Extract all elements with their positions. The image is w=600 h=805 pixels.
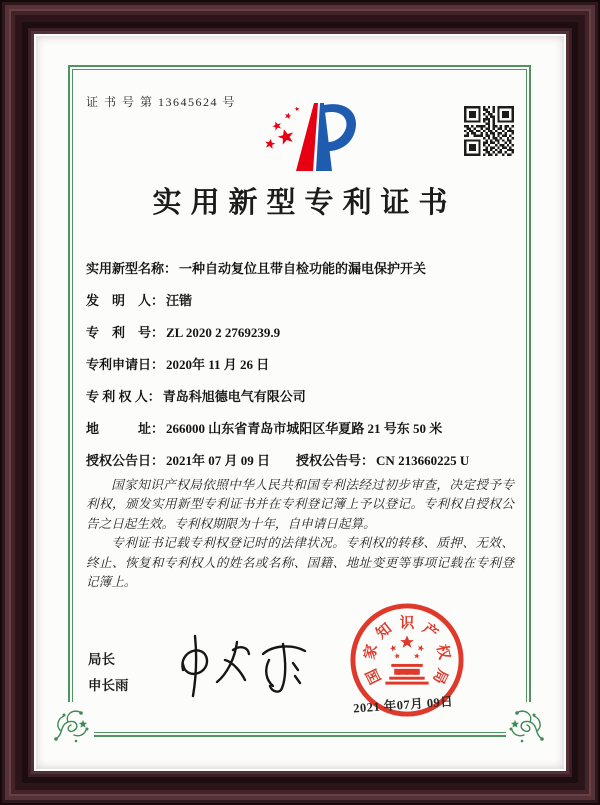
field-invention-name	[86, 258, 526, 277]
field-value: 2020年 11 月 26 日	[166, 357, 270, 372]
field-label: 发 明 人：	[86, 293, 165, 308]
field-label: 专 利 权 人：	[86, 389, 161, 404]
grant-date-stamp: 2021 年07月 09日	[352, 694, 454, 716]
field-label: 实用新型名称：	[86, 261, 178, 276]
field-value: 266000 山东省青岛市城阳区华夏路 21 号东 50 米	[166, 421, 443, 436]
field-filing-date	[86, 354, 526, 373]
floral-corner-ornament-left	[47, 704, 93, 750]
legal-text	[86, 476, 514, 592]
field-value: ZL 2020 2 2769239.9	[166, 325, 281, 340]
legal-paragraph-2: 专利证书记载专利权登记时的法律状况。专利权的转移、质押、无效、终止、恢复和专利权人的姓名或名称、国籍、地址变更等事项记载在专利登记簿上。	[86, 536, 514, 589]
legal-paragraph-1: 国家知识产权局依照中华人民共和国专利法经过初步审查，决定授予专利权，颁发实用新型专利证书并在专利登记簿上予以登记。专利权自授权公告之日起生效。专利权期限为十年，自申请日起算。	[86, 478, 514, 531]
field-label: 专利申请日：	[86, 357, 165, 372]
svg-text:局: 局	[429, 665, 451, 687]
field-address	[86, 418, 526, 437]
certificate-number: 证 书 号 第 13645624 号	[86, 95, 237, 109]
svg-text:权: 权	[433, 643, 452, 661]
field-label: 授权公告日：	[86, 453, 165, 468]
field-label: 专 利 号：	[86, 325, 165, 340]
signature-handwriting	[165, 630, 317, 710]
seal-national-emblem	[385, 635, 428, 684]
field-value: 一种自动复位且带自检功能的漏电保护开关	[179, 261, 427, 276]
field-label: 授权公告号：	[296, 453, 375, 468]
qr-code	[464, 106, 514, 156]
seal-text	[360, 614, 454, 687]
certificate-title: 实用新型专利证书	[152, 187, 457, 219]
field-value: CN 213660225 U	[376, 453, 470, 468]
field-inventor	[86, 290, 526, 309]
svg-text:知: 知	[373, 620, 395, 643]
field-patent-number	[86, 322, 526, 341]
cnipa-logo	[256, 97, 364, 177]
commissioner-title: 局长	[88, 652, 115, 667]
field-grant-info	[86, 450, 526, 469]
svg-text:家: 家	[362, 643, 381, 661]
commissioner-name: 申长雨	[88, 678, 129, 693]
field-label: 地 址：	[86, 421, 165, 436]
svg-text:产: 产	[419, 620, 441, 643]
floral-corner-ornament-right	[505, 704, 551, 750]
field-value: 青岛科旭德电气有限公司	[162, 389, 306, 404]
svg-text:识: 识	[399, 615, 415, 632]
svg-text:国: 国	[363, 665, 385, 687]
field-value: 2021年 07 月 09 日	[166, 453, 271, 468]
field-value: 汪锴	[166, 293, 193, 308]
field-patentee	[86, 386, 526, 405]
